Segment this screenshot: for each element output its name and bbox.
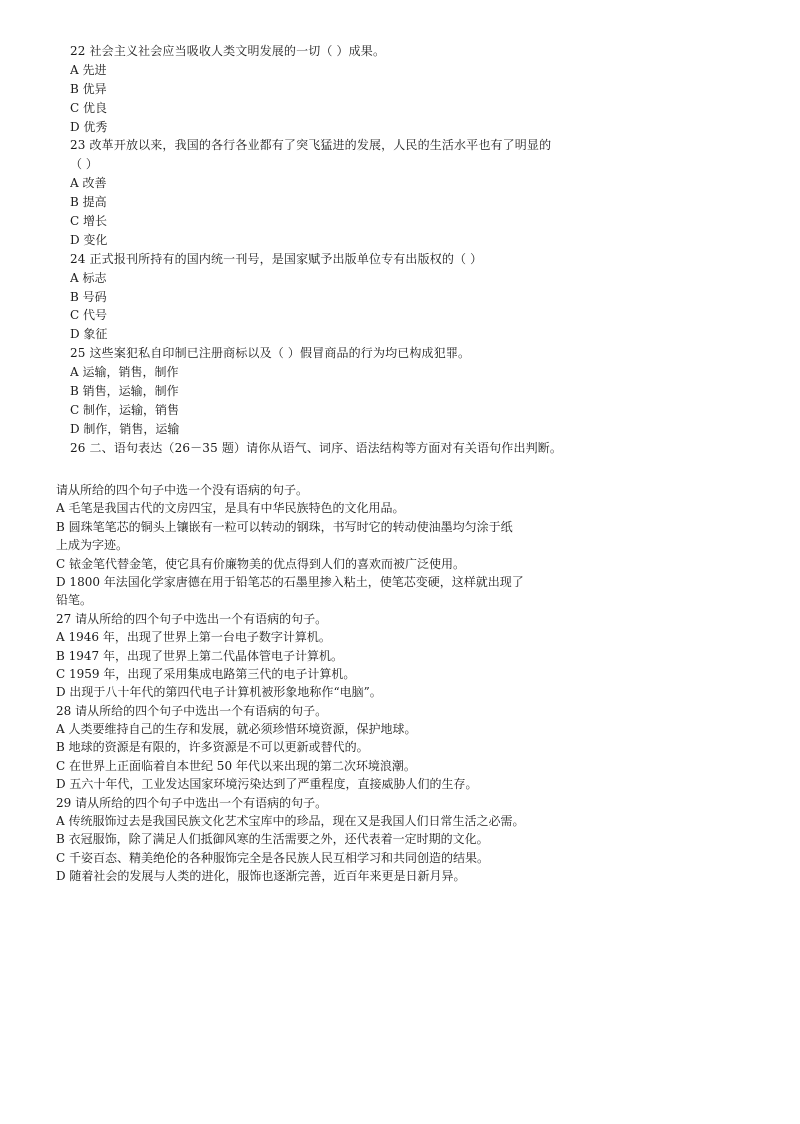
question-27-option-b: B 1947 年，出现了世界上第二代晶体管电子计算机。 xyxy=(56,648,343,663)
question-29-option-b: B 衣冠服饰，除了满足人们抵御风寒的生活需要之外，还代表着一定时期的文化。 xyxy=(56,832,489,847)
question-27-option-c: C 1959 年，出现了采用集成电路第三代的电子计算机。 xyxy=(56,666,356,681)
question-22-stem: 22 社会主义社会应当吸收人类文明发展的一切（ ）成果。 xyxy=(70,44,386,58)
question-28-option-d: D 五六十年代，工业发达国家环境污染达到了严重程度，直接威胁人们的生存。 xyxy=(56,777,478,792)
question-25-option-c: C 制作，运输，销售 xyxy=(70,402,179,417)
question-23-stem-continued: （ ） xyxy=(70,157,98,172)
question-26-line: A 毛笔是我国古代的文房四宝，是具有中华民族特色的文化用品。 xyxy=(56,501,405,516)
question-25-option-b: B 销售，运输，制作 xyxy=(70,384,179,399)
question-25-option-a: A 运输，销售，制作 xyxy=(70,365,179,380)
question-26-line: 上成为字迹。 xyxy=(56,538,129,553)
question-23-stem: 23 改革开放以来，我国的各行各业都有了突飞猛进的发展，人民的生活水平也有了明显的 xyxy=(70,138,552,153)
questions-section-1 xyxy=(70,42,780,458)
question-24-option-c: C 代号 xyxy=(70,308,107,323)
question-28-option-c: C 在世界上正面临着自本世纪 50 年代以来出现的第二次环境浪潮。 xyxy=(56,758,416,773)
question-22-option-a: A 先进 xyxy=(70,62,107,77)
question-25-stem: 25 这些案犯私自印制已注册商标以及（ ）假冒商品的行为均已构成犯罪。 xyxy=(70,346,471,361)
question-29-option-c: C 千姿百态、精美绝伦的各种服饰完全是各民族人民互相学习和共同创造的结果。 xyxy=(56,850,489,865)
question-26-stem: 请从所给的四个句子中选一个没有语病的句子。 xyxy=(56,483,309,497)
question-23-option-a: A 改善 xyxy=(70,176,107,191)
question-22-option-c: C 优良 xyxy=(70,100,107,115)
question-25-option-d: D 制作，销售，运输 xyxy=(70,421,180,436)
question-22-option-b: B 优异 xyxy=(70,81,107,96)
question-22-option-d: D 优秀 xyxy=(70,119,108,134)
question-24-option-a: A 标志 xyxy=(70,270,107,285)
question-28-option-b: B 地球的资源是有限的，许多资源是不可以更新或替代的。 xyxy=(56,740,369,755)
question-24-stem: 24 正式报刊所持有的国内统一刊号，是国家赋予出版单位专有出版权的（ ） xyxy=(70,251,483,266)
question-29-option-a: A 传统服饰过去是我国民族文化艺术宝库中的珍品，现在又是我国人们日常生活之必需。 xyxy=(56,814,525,829)
question-24-option-b: B 号码 xyxy=(70,289,107,304)
question-29-option-d: D 随着社会的发展与人类的进化，服饰也逐渐完善，近百年来更是日新月异。 xyxy=(56,869,466,884)
question-23-option-c: C 增长 xyxy=(70,214,107,229)
question-23-option-b: B 提高 xyxy=(70,195,107,210)
question-27-option-d: D 出现于八十年代的第四代电子计算机被形象地称作“电脑”。 xyxy=(56,685,382,700)
question-24-option-d: D 象征 xyxy=(70,327,108,342)
question-26-line: 铅笔。 xyxy=(56,593,93,608)
questions-section-2 xyxy=(56,481,780,886)
question-26-line: D 1800 年法国化学家唐德在用于铅笔芯的石墨里掺入粘土，使笔芯变硬，这样就出现了 xyxy=(56,574,524,589)
question-23-option-d: D 变化 xyxy=(70,232,108,247)
question-28-option-a: A 人类要维持自己的生存和发展，就必须珍惜环境资源，保护地球。 xyxy=(56,722,417,737)
question-27-option-a: A 1946 年，出现了世界上第一台电子数字计算机。 xyxy=(56,630,331,645)
question-29-stem: 29 请从所给的四个句子中选出一个有语病的句子。 xyxy=(56,795,328,810)
question-26-section-header: 26 二、语句表达（26－35 题）请你从语气、词序、语法结构等方面对有关语句作出判断。 xyxy=(70,440,563,455)
question-27-stem: 27 请从所给的四个句子中选出一个有语病的句子。 xyxy=(56,611,328,626)
question-26-line: B 圆珠笔笔芯的铜头上镶嵌有一粒可以转动的钢珠，书写时它的转动使油墨均匀涂于纸 xyxy=(56,519,513,534)
question-26-line: C 铱金笔代替金笔，使它具有价廉物美的优点得到人们的喜欢而被广泛使用。 xyxy=(56,556,465,571)
question-28-stem: 28 请从所给的四个句子中选出一个有语病的句子。 xyxy=(56,703,328,718)
